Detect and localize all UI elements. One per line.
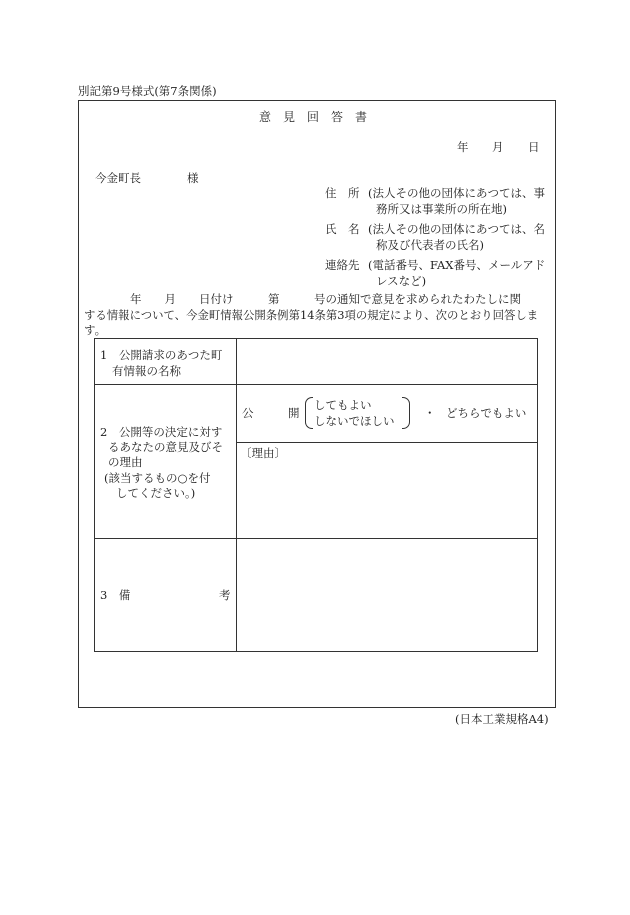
- table-column-divider: [236, 338, 237, 652]
- row2-label-line1: 2 公開等の決定に対す: [100, 425, 223, 439]
- left-brace: [305, 397, 313, 429]
- table-inner-divider: [236, 442, 538, 443]
- row2-label-line2: るあなたの意見及びそ: [108, 440, 223, 454]
- reason-label: 〔理由〕: [240, 446, 286, 460]
- row2-label-line3: の理由: [108, 455, 143, 469]
- date-year: 年: [457, 140, 469, 154]
- body-line-1: 年 月 日付け 第 号の通知で意見を求められたわたしに関: [84, 292, 521, 306]
- option-either: どちらでもよい: [446, 406, 527, 420]
- table-row-divider-1: [94, 384, 538, 385]
- contact-note-2: レスなど): [376, 274, 427, 288]
- name-note-1: (法人その他の団体にあつては、名: [368, 222, 545, 236]
- row3-label-end: 考: [219, 588, 231, 602]
- option-separator: ・: [424, 406, 436, 420]
- right-brace: [402, 397, 410, 429]
- option-deny: しないでほしい: [314, 414, 395, 428]
- row1-label-line2: 有情報の名称: [112, 364, 181, 378]
- row1-label-line1: 1 公開請求のあつた町: [100, 348, 223, 362]
- table-row-divider-2: [94, 538, 538, 539]
- option-allow: してもよい: [314, 398, 372, 412]
- contact-note-1: (電話番号、FAX番号、メールアド: [368, 258, 546, 272]
- row2-label-line4: (該当するもの○を付: [104, 471, 211, 485]
- row2-label-line5: してください。): [116, 486, 196, 500]
- address-note-1: (法人その他の団体にあつては、事: [368, 186, 545, 200]
- address-label: 住 所: [325, 186, 360, 200]
- addressee: 今金町長 様: [95, 171, 199, 185]
- row3-label: 3 備: [100, 588, 131, 602]
- body-line-3: す。: [84, 323, 107, 337]
- disclosure-label: 公 開: [242, 406, 300, 420]
- paper-size-note: (日本工業規格A4): [455, 712, 549, 726]
- address-note-2: 務所又は事業所の所在地): [376, 202, 507, 216]
- contact-label: 連絡先: [325, 258, 360, 272]
- body-line-2: する情報について、今金町情報公開条例第14条第3項の規定により、次のとおり回答しま: [84, 308, 539, 322]
- form-id: 別記第9号様式(第7条関係): [78, 84, 217, 98]
- date-day: 日: [528, 140, 540, 154]
- name-note-2: 称及び代表者の氏名): [376, 238, 484, 252]
- document-title: 意 見 回 答 書: [259, 110, 368, 124]
- name-label: 氏 名: [325, 222, 360, 236]
- date-month: 月: [492, 140, 504, 154]
